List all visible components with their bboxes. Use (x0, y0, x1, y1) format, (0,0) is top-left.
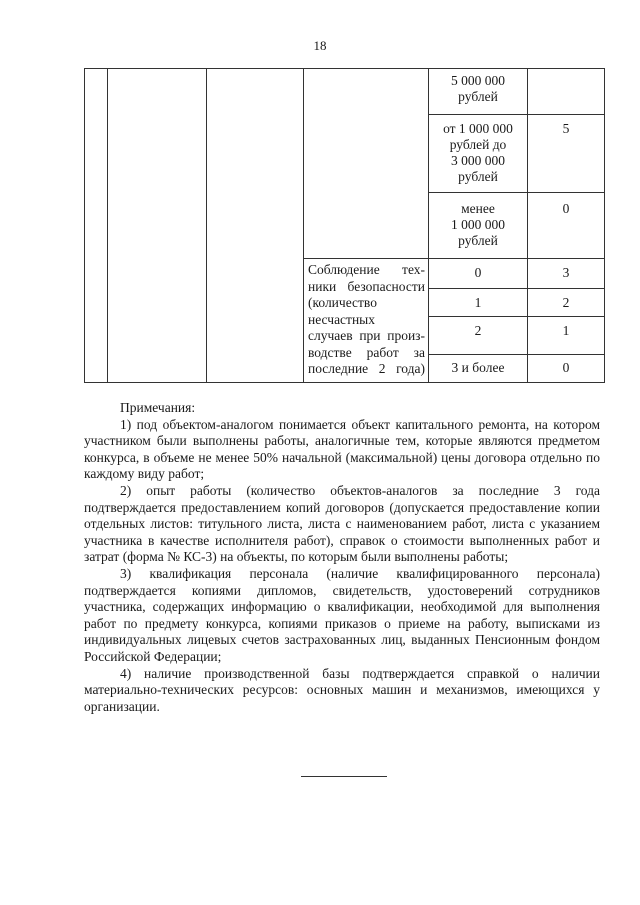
table-cell-number (85, 69, 108, 383)
table-cell-condition: 5 000 000 рублей (429, 69, 528, 115)
criteria-table (84, 68, 605, 383)
page-number: 18 (313, 38, 327, 53)
table-cell-score: 5 (528, 115, 605, 193)
table-cell-criterion-group (108, 69, 207, 383)
table-cell-score: 2 (528, 289, 605, 317)
table-cell-condition: от 1 000 000 рублей до 3 000 000 рублей (429, 115, 528, 193)
table-cell-score: 3 (528, 259, 605, 289)
notes-heading: Примечания: (120, 400, 196, 415)
table-cell-subcriterion (304, 69, 429, 259)
table-cell-safety-criterion: Соблюдение тех- ники безопасности (количество несчастных случаев при произ- водстве работ за последние 2 года) (304, 259, 429, 383)
table-cell-score: 0 (528, 355, 605, 383)
notes-section (84, 400, 600, 715)
note-item: 4) наличие производственной базы подтверждается справкой о наличии материально-технических ресурсов: основных машин и механизмов, имеющихся у организации. (84, 665, 600, 714)
table-cell-score: 1 (528, 317, 605, 355)
note-item: 3) квалификация персонала (наличие квалифицированного персонала) подтверждается копиями дипломов, свидетельств, удостоверений сотрудников участника, содержащих информацию о квалификации, необходимой для выполнения работ по предмету конкурса, копиями приказов о приеме на работу, выписками из индивидуальных лицевых счетов застрахованных лиц, выданных Пенсионным фондом Российской Федерации; (84, 565, 600, 664)
note-item: 1) под объектом-аналогом понимается объект капитального ремонта, на котором участником были выполнены работы, аналогичные тем, которые являются предметом конкурса, в объеме не менее 50% начальной (максимальной) цены договора отдельно по каждому виду работ; (84, 416, 600, 482)
table-cell-condition: 3 и более (429, 355, 528, 383)
table-cell-score: 0 (528, 193, 605, 259)
table-cell-score (528, 69, 605, 115)
table-cell-condition: менее 1 000 000 рублей (429, 193, 528, 259)
table-cell-condition: 0 (429, 259, 528, 289)
table-cell-weight (207, 69, 304, 383)
table-cell-condition: 2 (429, 317, 528, 355)
table-cell-condition: 1 (429, 289, 528, 317)
separator-line (301, 776, 387, 777)
table-row (85, 69, 605, 115)
note-item: 2) опыт работы (количество объектов-аналогов за последние 3 года подтверждается предоставлением копий договоров (допускается предоставление копии отдельных листов: титульного листа, листа с наименованием работ, листа с указанием участника в качестве исполнителя работ), справок о стоимости выполненных работ и затрат (форма № КС-3) на объекты, по которым были выполнены работы; (84, 482, 600, 565)
